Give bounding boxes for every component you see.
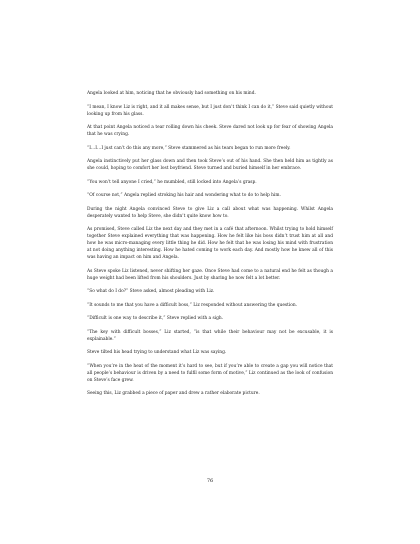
paragraph: “I mean, I know Liz is right, and it all makes sense, but I just don’t think I can do it,” Steve said quietly without looking up from his glass. [87, 104, 333, 117]
paragraph: “I…I…I just can’t do this any more,” Steve stammered as his tears began to run more freely. [87, 145, 291, 151]
paragraph: “When you’re in the heat of the moment it’s hard to see, but if you’re able to create a gap you will notice that all people’s behaviour is driven by a need to fulfil some form of motive,” Liz continued as the look of confusion on Steve’s face grew. [87, 363, 333, 383]
paragraph: “It sounds to me that you have a difficult boss,” Liz responded without answering the question. [87, 302, 298, 308]
paragraph: Angela instinctively put her glass down and then took Steve’s out of his hand. She then held him as tightly as she could, hoping to comfort her lost boyfriend. Steve turned and buried himself in her embrace. [87, 159, 333, 171]
paragraph: “So what do I do?” Steve asked, almost pleading with Liz. [87, 289, 215, 294]
paragraph: During the night Angela convinced Steve to give Liz a call about what was happening. Whilst Angela desperately wanted to help Steve, she didn’t quite know how to. [87, 206, 333, 219]
page-number: 76 [206, 478, 214, 484]
paragraph: “You won’t tell anyone I cried,” he mumbled, still locked into Angela’s grasp. [87, 179, 257, 185]
paragraph: Steve tilted his head trying to understand what Liz was saying. [87, 350, 227, 355]
paragraph: Angela looked at him, noticing that he obviously had something on his mind. [87, 91, 256, 96]
paragraph: “Difficult is one way to describe it,” Steve replied with a sigh. [87, 316, 224, 321]
paragraph: Seeing this, Liz grabbed a piece of paper and drew a rather elaborate picture. [87, 391, 260, 396]
paragraph: As promised, Steve called Liz the next day and they met in a café that afternoon. Whilst trying to hold himself together Steve explained everything that was happening. How he felt like his boss didn’t trust him at all and how he was micro-managing every little thing he did. How he felt that he was losing his mind with frustration at not doing anything interesting. How he hated coming to work each day. And mostly how he knew all of this was having an impact on him and Angela. [87, 227, 333, 260]
body-text [87, 90, 333, 404]
paragraph: “The key with difficult bosses,” Liz started, “is that while their behaviour may not be excusable, it is explainable.” [87, 329, 333, 342]
paragraph: “Of course not,” Angela replied stroking his hair and wondering what to do to help him. [87, 193, 281, 198]
paragraph: At that point Angela noticed a tear rolling down his cheek. Steve dared not look up for fear of showing Angela that he was crying. [87, 125, 333, 137]
paragraph: As Steve spoke Liz listened, never shifting her gaze. Once Steve had come to a natural end he felt as though a huge weight had been lifted from his shoulders. Just by sharing he now felt a lot better. [87, 268, 333, 281]
